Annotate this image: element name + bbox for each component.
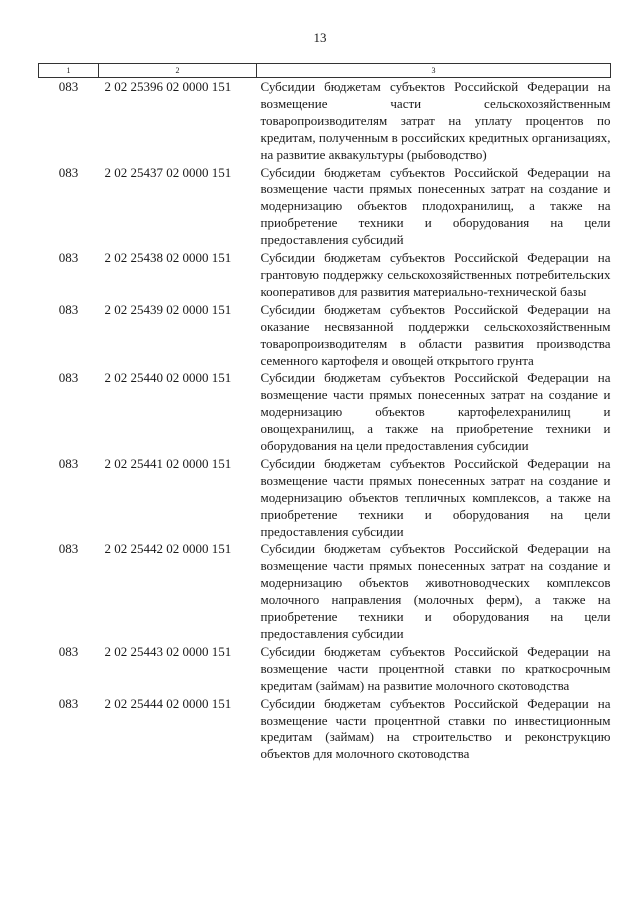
header-col-3: 3 [257, 64, 611, 78]
admin-code: 083 [58, 79, 79, 94]
table-header-row [39, 64, 611, 78]
revenue-description: Субсидии бюджетам субъектов Российской Федерации на возмещение части прямых понесенных затрат на создание и модернизацию объектов тепличных комплексов, а также на приобретение техники и оборудования на цели предоставления субсидии [260, 455, 611, 539]
budget-classification-code: 2 02 25443 02 0000 151 [104, 643, 232, 659]
admin-code: 083 [58, 695, 79, 711]
header-col-2: 2 [99, 64, 257, 78]
revenue-description: Субсидии бюджетам субъектов Российской Федерации на возмещение части прямых понесенных затрат на создание и модернизацию объектов плодохранилищ, а также на приобретение техники и оборудования на цели предоставления субсидий [260, 164, 611, 248]
header-col-1: 1 [39, 64, 99, 78]
admin-code: 083 [58, 250, 79, 266]
admin-code: 083 [58, 643, 79, 659]
table-row [39, 164, 611, 250]
budget-classification-code: 2 02 25441 02 0000 151 [104, 455, 232, 471]
revenue-description: Субсидии бюджетам субъектов Российской Федерации на грантовую поддержку сельскохозяйственных потребительских кооперативов для развития материально-технической базы [260, 250, 611, 299]
admin-code: 083 [58, 164, 79, 180]
budget-classification-code: 2 02 25439 02 0000 151 [104, 301, 232, 317]
admin-code: 083 [58, 370, 79, 386]
admin-code: 083 [58, 301, 79, 317]
revenue-description: Субсидии бюджетам субъектов Российской Федерации на возмещение части процентной ставки по инвестиционным кредитам (займам) на строительство и реконструкцию объектов для молочного скотоводства [260, 695, 611, 762]
admin-code: 083 [58, 455, 79, 471]
revenue-description: Субсидии бюджетам субъектов Российской Федерации на возмещение части прямых понесенных затрат на создание и модернизацию объектов картофелехранилищ и овощехранилищ, а также на приобретение техники и оборудования на цели предоставления субсидии [260, 370, 611, 454]
budget-classification-code: 2 02 25444 02 0000 151 [104, 695, 232, 711]
table-row [39, 540, 611, 642]
table-row [39, 643, 611, 695]
revenue-description: Субсидии бюджетам субъектов Российской Федерации на оказание несвязанной поддержки сельскохозяйственным товаропроизводителям в области развития производства семенного картофеля и овощей открытого грунта [260, 301, 611, 368]
budget-code-table [38, 63, 611, 763]
table-row [39, 249, 611, 301]
revenue-description: Субсидии бюджетам субъектов Российской Федерации на возмещение части прямых понесенных затрат на создание и модернизацию объектов животноводческих комплексов молочного направления (молочных ферм), а также на приобретение техники и оборудования на цели предоставления субсидии [260, 541, 611, 641]
revenue-description: Субсидии бюджетам субъектов Российской Федерации на возмещение части сельскохозяйственным товаропроизводителям затрат на уплату процентов по кредитам, полученным в российских кредитных организациях, на развитие аквакультуры (рыбоводство) [260, 79, 611, 162]
budget-classification-code: 2 02 25437 02 0000 151 [104, 164, 232, 180]
table-row [39, 78, 611, 164]
table-row [39, 369, 611, 455]
budget-classification-code: 2 02 25442 02 0000 151 [104, 541, 232, 557]
budget-classification-code: 2 02 25396 02 0000 151 [104, 79, 232, 94]
budget-classification-code: 2 02 25438 02 0000 151 [104, 250, 232, 266]
table-row [39, 695, 611, 764]
budget-classification-code: 2 02 25440 02 0000 151 [104, 370, 232, 386]
admin-code: 083 [58, 541, 79, 557]
table-row [39, 301, 611, 370]
page-number: 13 [313, 30, 327, 45]
table-row [39, 455, 611, 541]
revenue-description: Субсидии бюджетам субъектов Российской Федерации на возмещение части процентной ставки по краткосрочным кредитам (займам) на развитие молочного скотоводства [260, 643, 611, 693]
